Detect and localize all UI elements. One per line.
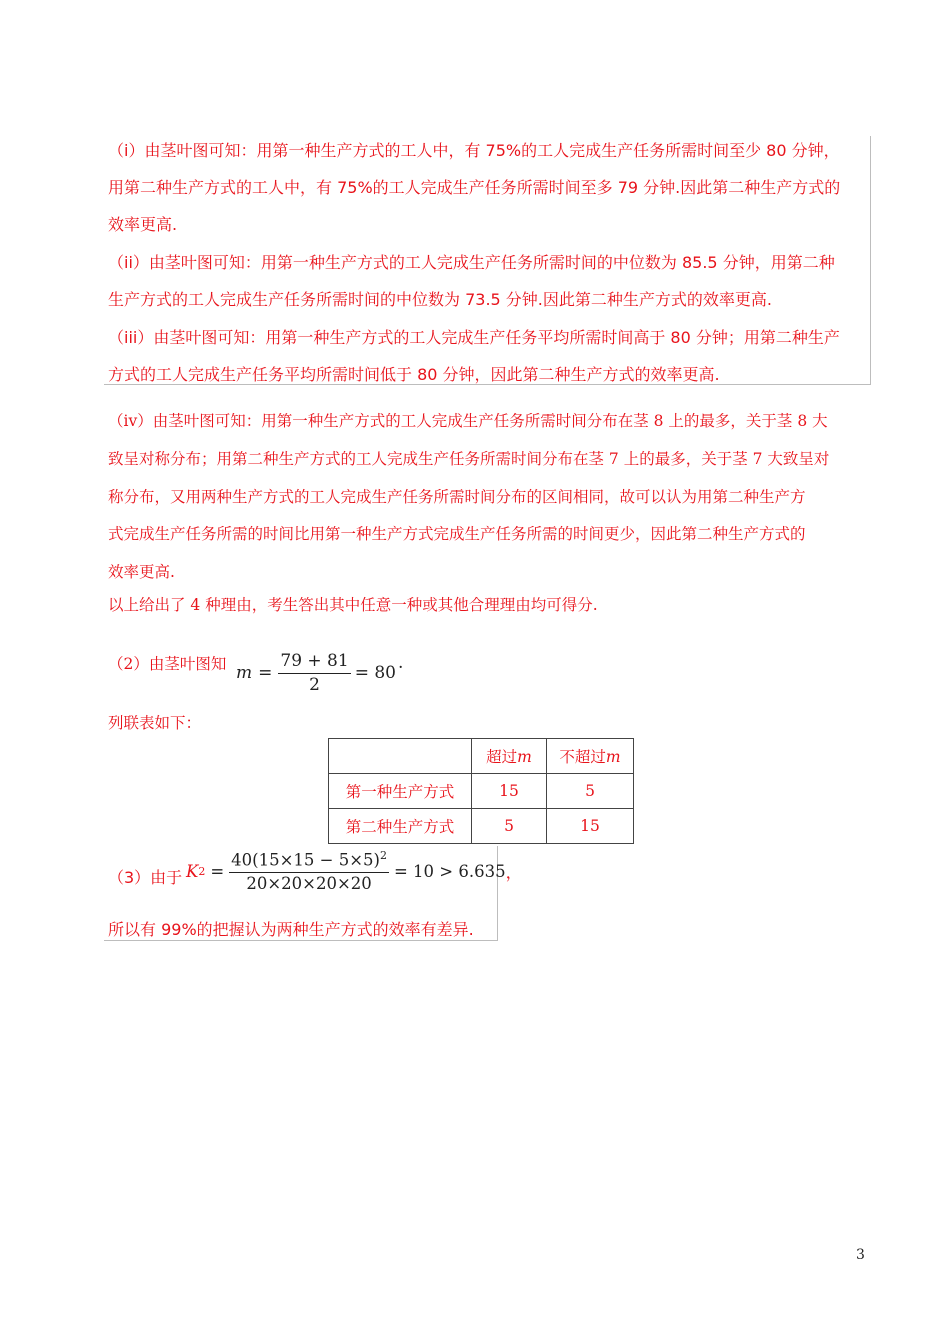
- reason-i-line-1: （i）由茎叶图可知：用第一种生产方式的工人中，有 75%的工人完成生产任务所需时间至少 80 分钟，: [108, 141, 840, 160]
- part3-conclusion: 所以有 99%的把握认为两种生产方式的效率有差异.: [108, 920, 474, 939]
- header-exceed: 超过m: [472, 739, 547, 774]
- page-number: 3: [856, 1247, 865, 1263]
- table-cell: 5: [547, 774, 634, 809]
- row-label: 第二种生产方式: [329, 809, 472, 844]
- table-corner-cell: [329, 739, 472, 774]
- part3-intro: （3）由于: [108, 868, 183, 887]
- reason-i-line-3: 效率更高.: [108, 215, 178, 234]
- table-intro: 列联表如下：: [108, 714, 202, 732]
- k-squared-formula: [186, 850, 522, 893]
- median-formula: [236, 652, 403, 694]
- k-squared-fraction: [229, 850, 389, 893]
- reason-iv-line-2: 致呈对称分布；用第二种生产方式的工人完成生产任务所需时间分布在茎 7 上的最多，关于茎 7 大致呈对: [108, 450, 830, 468]
- k-exponent: 2: [198, 864, 206, 878]
- fraction-numerator: $40(15\times 15 - 5\times 5)^2$: [229, 850, 389, 873]
- formula-comma: ，: [505, 863, 523, 883]
- summary-note: 以上给出了 4 种理由，考生答出其中任意一种或其他合理理由均可得分.: [108, 596, 598, 614]
- reason-iv-line-1: （iv）由茎叶图可知：用第一种生产方式的工人完成生产任务所需时间分布在茎 8 上的最多，关于茎 8 大: [108, 412, 828, 430]
- reason-iii-line-1: （iii）由茎叶图可知：用第一种生产方式的工人完成生产任务平均所需时间高于 80 分钟；用第二种生产: [108, 328, 840, 347]
- part2-intro: （2）由茎叶图知: [108, 655, 227, 673]
- reason-ii-line-1: （ii）由茎叶图可知：用第一种生产方式的工人完成生产任务所需时间的中位数为 85.5 分钟，用第二种: [108, 253, 835, 272]
- reason-iv-line-3: 称分布，又用两种生产方式的工人完成生产任务所需时间分布的区间相同，故可以认为用第二种生产方: [108, 488, 806, 506]
- contingency-table: [328, 738, 634, 844]
- table-cell: 5: [472, 809, 547, 844]
- equals-sign: =: [258, 663, 273, 684]
- fraction-numerator: 79 + 81: [278, 652, 350, 674]
- reason-iii-line-2: 方式的工人完成生产任务平均所需时间低于 80 分钟，因此第二种生产方式的效率更高.: [108, 365, 720, 384]
- table-cell: 15: [547, 809, 634, 844]
- reason-iv-line-5: 效率更高.: [108, 563, 175, 581]
- reason-ii-line-2: 生产方式的工人完成生产任务所需时间的中位数为 73.5 分钟.因此第二种生产方式的效率更高.: [108, 290, 772, 309]
- fraction-denominator: 20×20×20×20: [246, 873, 372, 893]
- table-row: [329, 809, 634, 844]
- median-fraction: [278, 652, 350, 694]
- table-header-row: [329, 739, 634, 774]
- reason-iv-line-4: 式完成生产任务所需的时间比用第一种生产方式完成生产任务所需的时间更少，因此第二种生产方式的: [108, 525, 806, 543]
- k-variable: K: [186, 861, 199, 881]
- equals-sign: =: [210, 861, 225, 881]
- k-squared-result: = 10 > 6.635: [393, 861, 506, 881]
- formula-period: .: [397, 653, 404, 674]
- row-label: 第一种生产方式: [329, 774, 472, 809]
- table-row: [329, 774, 634, 809]
- table-cell: 15: [472, 774, 547, 809]
- fraction-denominator: 2: [309, 674, 320, 695]
- m-variable: m: [236, 663, 253, 684]
- header-not-exceed: 不超过m: [547, 739, 634, 774]
- reason-i-line-2: 用第二种生产方式的工人中，有 75%的工人完成生产任务所需时间至多 79 分钟.因此第二种生产方式的: [108, 178, 841, 197]
- median-result: = 80: [354, 663, 396, 684]
